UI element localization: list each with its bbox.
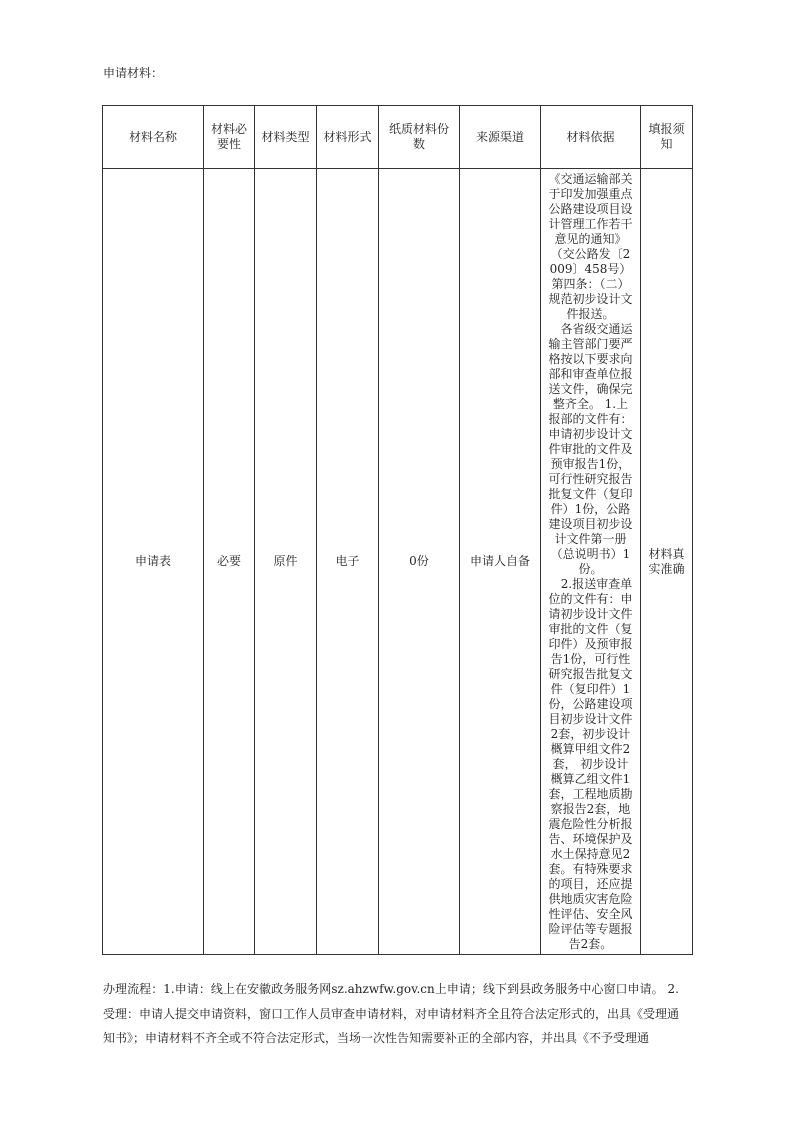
table-row [103, 169, 693, 955]
basis-paragraph-2: 各省级交通运输主管部门要严格按以下要求向部和审查单位报送文件，确保完整齐全。 1.上报部的文件有：申请初步设计文件审批的文件及预审报告1份，可行性研究报告批复文件（复印件）1份，公路建设项目初步设计文件第一册（总说明书）1份。 [548, 321, 633, 576]
header-material-name: 材料名称 [103, 106, 204, 169]
cell-necessity: 必要 [204, 169, 255, 955]
process-paragraph: 办理流程：1.申请：线上在安徽政务服务网sz.ahzwfw.gov.cn上申请；线下到县政务服务中心窗口申请。 2.受理：申请人提交申请资料，窗口工作人员审查申请材料，对申请材料齐全且符合法定形式的，出具《受理通知书》；申请材料不齐全或不符合法定形式，当场一次性告知需要补正的全部内容，并出具《不予受理通 [103, 982, 680, 1046]
header-material-type: 材料类型 [255, 106, 317, 169]
cell-source: 申请人自备 [460, 169, 541, 955]
materials-table [102, 105, 693, 955]
basis-paragraph-3: 2.报送审查单位的文件有：申请初步设计文件审批的文件（复印件）及预审报告1份，可行性研究报告批复文件（复印件）1份，公路建设项目初步设计文件2套，初步设计概算甲组文件2套， 初步设计概算乙组文件1套，工程地质勘察报告2套，地震危险性分析报告、环境保护及水土保持意见2套。有特殊要求的项目，还应提供地质灾害危险性评估、安全风险评估等专题报告2套。 [548, 576, 633, 951]
header-necessity: 材料必要性 [204, 106, 255, 169]
cell-notes: 材料真实准确 [641, 169, 693, 955]
header-basis: 材料依据 [541, 106, 641, 169]
header-notes: 填报须知 [641, 106, 693, 169]
cell-paper-count: 0份 [379, 169, 460, 955]
cell-material-form: 电子 [317, 169, 379, 955]
basis-paragraph-1: 《交通运输部关于印发加强重点公路建设项目设计管理工作若干意见的通知》（交公路发〔2009〕458号）第四条：（二）规范初步设计文件报送。 [548, 171, 633, 321]
header-material-form: 材料形式 [317, 106, 379, 169]
header-source: 来源渠道 [460, 106, 541, 169]
cell-basis [541, 169, 641, 955]
cell-material-name: 申请表 [103, 169, 204, 955]
header-paper-count: 纸质材料份数 [379, 106, 460, 169]
section-title: 申请材料： [103, 66, 164, 80]
table-header-row [103, 106, 693, 169]
cell-material-type: 原件 [255, 169, 317, 955]
